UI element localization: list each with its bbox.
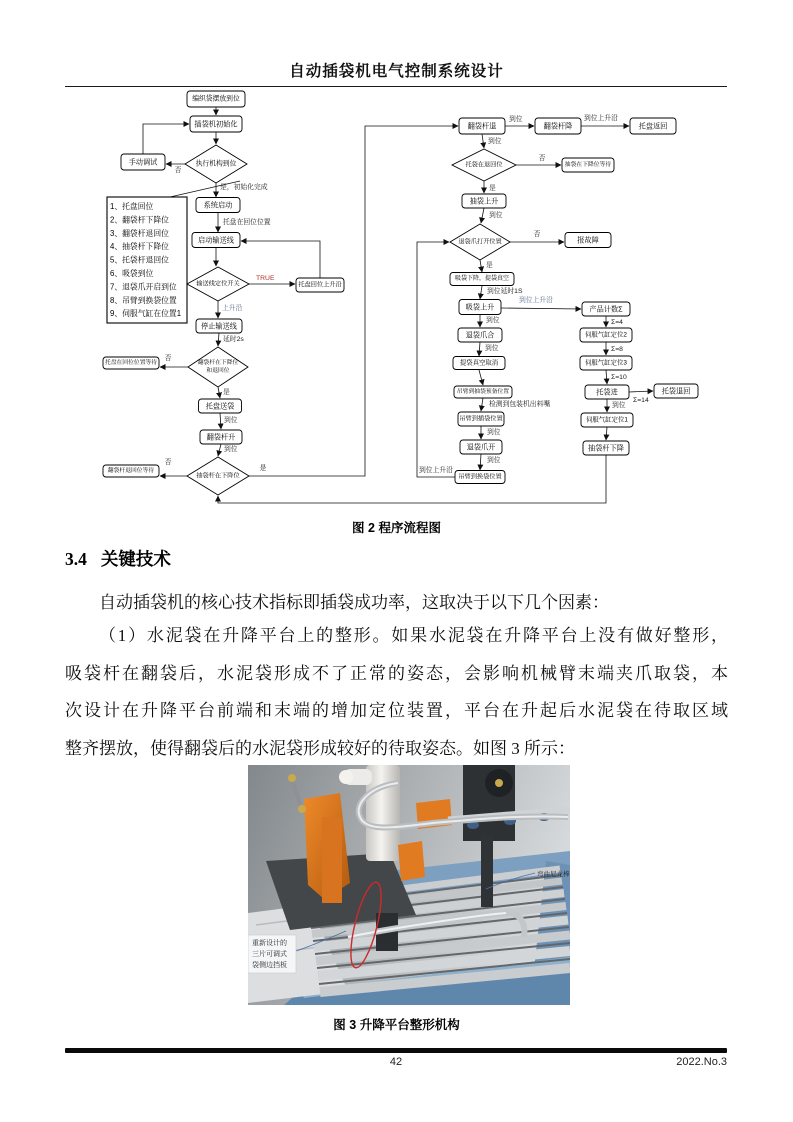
flowchart-node-pull-lower	[583, 441, 629, 455]
flowchart-node-pull-wait	[562, 158, 614, 172]
flowchart-node-label: 提袋真空取消	[459, 359, 499, 367]
flowchart-node-label: 吸袋上升	[465, 302, 495, 312]
flowchart-edge-label: 到位	[224, 446, 238, 453]
flowchart-edge-label: 到位	[487, 457, 501, 464]
flowchart-edge-label: Σ=14	[633, 397, 649, 404]
flowchart-node-label: 吊臂到插袋位置	[459, 415, 503, 423]
flowchart-node-label: 托盘在回位位置等待	[104, 360, 158, 366]
flowchart-node-d-conveyor-switch	[187, 267, 249, 301]
flowchart-node-tray-send	[199, 399, 242, 413]
flowchart-node-suck-down	[450, 273, 514, 286]
flowchart-node-arm-change	[455, 471, 505, 484]
flowchart-edge	[606, 427, 607, 440]
flowchart-node-d-holder-retract	[452, 149, 516, 181]
flowchart-list-item: 7、退袋爪开启到位	[110, 282, 177, 292]
flowchart-edge	[480, 286, 482, 299]
flowchart-node-label: 吸袋下降，提袋真空	[454, 276, 510, 282]
flowchart-edge	[241, 241, 320, 278]
flowchart-list-item: 6、吸袋到位	[110, 269, 154, 278]
flowchart-edge-label: Σ=10	[611, 374, 627, 381]
flowchart-node-label: 托袋进	[596, 387, 618, 397]
flowchart-edge-label: 到位	[485, 345, 499, 352]
flowchart-edge-label: 是	[223, 389, 230, 396]
flowchart-node-label: 启动输送线	[198, 235, 234, 245]
flowchart-node-tray-return-edge	[296, 278, 344, 292]
flowchart-edge-label: Σ=4	[611, 319, 623, 326]
footer-rule	[65, 1048, 727, 1053]
flowchart-node-label: 编织袋摆放到位	[192, 95, 240, 103]
flowchart-node-label: 抽袋上升	[469, 196, 499, 206]
flowchart-edge-label: 到位	[509, 116, 523, 123]
flowchart-node-pull-up	[462, 194, 506, 208]
flowchart-edge-label: 到位	[487, 429, 501, 436]
flowchart-edge-label: 否	[538, 155, 546, 162]
flowchart-node-label: 停止输送线	[201, 321, 237, 331]
flowchart-node-d-flip-pos	[188, 347, 248, 387]
flowchart-node-label: 执行机构到位	[195, 160, 237, 168]
flowchart-node-conveyor-start	[192, 233, 240, 248]
flowchart-edge	[218, 455, 606, 503]
flowchart-edge-label: TRUE	[256, 275, 275, 282]
flowchart-node-flip-lower	[535, 118, 581, 134]
flowchart-node-start	[187, 91, 245, 107]
flowchart-edge-label: 到位上升沿	[519, 297, 553, 304]
flowchart-node-label: 伺服气缸定位3	[585, 359, 627, 367]
flowchart-list-item: 9、伺服气缸在位置1	[110, 309, 182, 319]
flowchart-node-flip-up	[200, 430, 242, 444]
flowchart-edge	[218, 444, 221, 456]
flowchart-node-claw-close	[458, 328, 502, 342]
flowchart-node-flip-wait	[103, 465, 159, 477]
flowchart-node-label: 退袋爪合	[465, 330, 495, 340]
flowchart-node-label: 托盘送袋	[205, 401, 235, 411]
flowchart-node-label: 伺服气缸定位2	[585, 331, 627, 339]
flowchart-edge-label: 到位	[489, 212, 503, 219]
flowchart-edge	[501, 308, 581, 309]
flowchart-list-item: 8、吊臂到换袋位置	[110, 295, 177, 305]
figure2-flowchart	[0, 85, 793, 517]
flowchart-node-servo1	[581, 413, 633, 427]
flowchart-node-label: 翻袋杆升	[206, 432, 236, 442]
flowchart-node-d-pull-down	[187, 457, 249, 495]
annotation-baffle-line2: 三片可调式	[252, 951, 287, 958]
page-number: 42	[389, 1056, 403, 1068]
annotation-nylon-rod: 弯曲尼龙棒	[537, 871, 570, 878]
flowchart-node-manual	[121, 154, 165, 170]
flowchart-edge-label: 否	[533, 231, 541, 238]
flowchart-edge	[479, 370, 483, 385]
flowchart-edge	[606, 370, 607, 384]
flowchart-node-label: 插袋机初始化	[194, 119, 238, 129]
flowchart-node-tray-wait	[103, 357, 159, 369]
flowchart-edge-label: 否	[174, 167, 182, 174]
flowchart-edge-label: 到位上升沿	[584, 115, 618, 122]
flowchart-edge-label: 到位	[486, 317, 500, 324]
section-number: 3.4	[65, 549, 87, 569]
flowchart-edge	[481, 208, 484, 223]
flowchart-list-item: 2、翻袋杆下降位	[110, 215, 169, 225]
flowchart-node-label: 翻袋杆退	[467, 121, 497, 131]
flowchart-edge-label: 到位	[224, 417, 238, 424]
flowchart-node-d-claw-open	[450, 224, 510, 260]
flowchart-edge	[479, 342, 480, 356]
flowchart-node-fault	[565, 233, 611, 248]
flowchart-node-label: 托袋退回	[661, 386, 691, 396]
flowchart-edge-label: 是	[259, 465, 267, 472]
flowchart-node-servo2	[580, 328, 632, 342]
flowchart-node-label: 和退回位	[206, 367, 230, 374]
flowchart-node-holder-fwd	[585, 385, 629, 399]
flowchart-edge	[143, 124, 189, 154]
flowchart-node-label: 翻袋杆在下降位	[197, 360, 239, 367]
flowchart-edge	[481, 398, 483, 411]
flowchart-edge-label: 否	[164, 355, 172, 362]
flowchart-edge	[218, 333, 219, 346]
figure3-caption: 图 3 升降平台整形机构	[333, 1018, 460, 1032]
flowchart-node-init	[190, 116, 242, 132]
flowchart-edge-label: 到位	[612, 402, 626, 409]
flowchart-edge-label: 是	[486, 262, 493, 269]
flowchart-node-label: 抽袋杆在下降位	[196, 472, 240, 480]
flowchart-edge-label: 到位	[488, 138, 502, 145]
flowchart-node-label: 手动调试	[128, 157, 158, 167]
flowchart-edge	[220, 413, 221, 429]
flowchart-edge-label: 到位延时1S	[487, 288, 523, 295]
flowchart-node-tray-back	[630, 118, 676, 134]
flowchart-node-conveyor-stop	[196, 319, 242, 333]
flowchart-node-vacuum-off	[453, 357, 505, 370]
flowchart-node-label: 退袋爪打开位置	[458, 238, 502, 246]
paragraph-intro: 自动插袋机的核心技术指标即插袋成功率，这取决于以下几个因素：	[99, 593, 609, 612]
flowchart-node-arm-insert	[458, 412, 504, 426]
flowchart-node-label: 托盘回位上升沿	[298, 281, 342, 289]
flowchart-edge-label: 到位上升沿	[419, 467, 453, 474]
flowchart-node-label: 托袋在退回位	[465, 161, 503, 169]
flowchart-list-item: 4、抽袋杆下降位	[110, 242, 169, 252]
flowchart-node-arm-prep	[454, 386, 512, 398]
flowchart-node-suck-up	[459, 300, 501, 315]
body-line: （1）水泥袋在升降平台上的整形。如果水泥袋在升降平台上没有做好整形，	[99, 626, 728, 645]
flowchart-list-item: 3、翻袋杆退回位	[110, 228, 169, 238]
flowchart-node-cond-list	[107, 197, 187, 323]
issue-label: 2022.No.3	[676, 1056, 727, 1068]
flowchart-node-sys-start	[196, 198, 240, 213]
flowchart-node-label: 输送线定位开关	[196, 280, 240, 288]
flowchart-node-label: 翻袋杆降	[543, 121, 573, 131]
paragraph-body	[65, 617, 728, 767]
flowchart-edge-label: 上升沿	[222, 305, 243, 312]
flowchart-list-item: 5、托袋杆退回位	[110, 255, 169, 265]
flowchart-node-holder-back	[654, 384, 698, 398]
flowchart-edge	[249, 126, 458, 476]
flowchart-node-counter	[582, 302, 630, 316]
flowchart-node-claw-open	[460, 440, 502, 454]
flowchart-node-d-actuator	[185, 145, 247, 183]
body-line: 吸袋杆在翻袋后，水泥袋形成不了正常的姿态，会影响机械臂末端夹爪取袋，本	[65, 663, 728, 683]
figure3-illustration	[248, 765, 570, 1005]
annotation-baffle-line1: 重新设计的	[252, 940, 287, 947]
flowchart-node-label: 抽袋杆下降	[588, 443, 624, 453]
flowchart-node-flip-retract	[459, 118, 505, 134]
flowchart-edge	[417, 242, 455, 477]
flowchart-node-label: 报故障	[577, 235, 599, 245]
flowchart-node-label: 退袋爪开	[466, 442, 496, 452]
flowchart-list-item: 1、托盘回位	[110, 202, 154, 211]
page-header-title: 自动插袋机电气控制系统设计	[289, 61, 504, 80]
body-line: 次设计在升降平台前端和末端的增加定位装置，平台在升起后水泥袋在待取区域	[65, 701, 728, 720]
flowchart-edge-label: 检测到包装机出料嘴	[489, 401, 551, 408]
flowchart-node-label: 抽袋在下降位等待	[564, 162, 612, 168]
section-title: 关键技术	[100, 549, 171, 569]
flowchart-edge-label: 否	[164, 459, 172, 466]
flowchart-edge	[218, 387, 220, 398]
annotation-baffle-line3: 袋侧边挡板	[252, 962, 287, 969]
flowchart-node-label: 托盘返回	[638, 121, 668, 131]
flowchart-edge-label: 是，初始化完成	[220, 184, 268, 191]
body-line: 整齐摆放，使得翻袋后的水泥袋形成较好的待取姿态。如图 3 所示：	[65, 738, 575, 758]
flowchart-node-label: 翻袋杆退回位等待	[107, 468, 155, 474]
flowchart-edge	[629, 391, 653, 392]
section-heading	[65, 546, 171, 571]
flowchart-edge	[482, 134, 484, 148]
flowchart-edge-label: Σ=8	[611, 346, 623, 353]
flowchart-node-label: 系统启动	[203, 200, 233, 210]
flowchart-edge	[480, 260, 482, 272]
flowchart-node-label: 伺服气缸定位1	[586, 416, 628, 424]
flowchart-node-label: 产品计数Σ	[589, 304, 623, 314]
flowchart-node-label: 吊臂到换袋位置	[458, 473, 502, 481]
flowchart-node-servo3	[580, 356, 632, 370]
flowchart-edge	[480, 454, 481, 470]
figure2-caption: 图 2 程序流程图	[352, 521, 441, 535]
flowchart-edge-label: 是	[489, 185, 496, 192]
flowchart-edge-label: 延时2s	[223, 336, 244, 343]
flowchart-edge-label: 托盘在回位位置	[223, 219, 271, 226]
flowchart-node-label: 吊臂到抽袋预备位置	[456, 389, 510, 395]
